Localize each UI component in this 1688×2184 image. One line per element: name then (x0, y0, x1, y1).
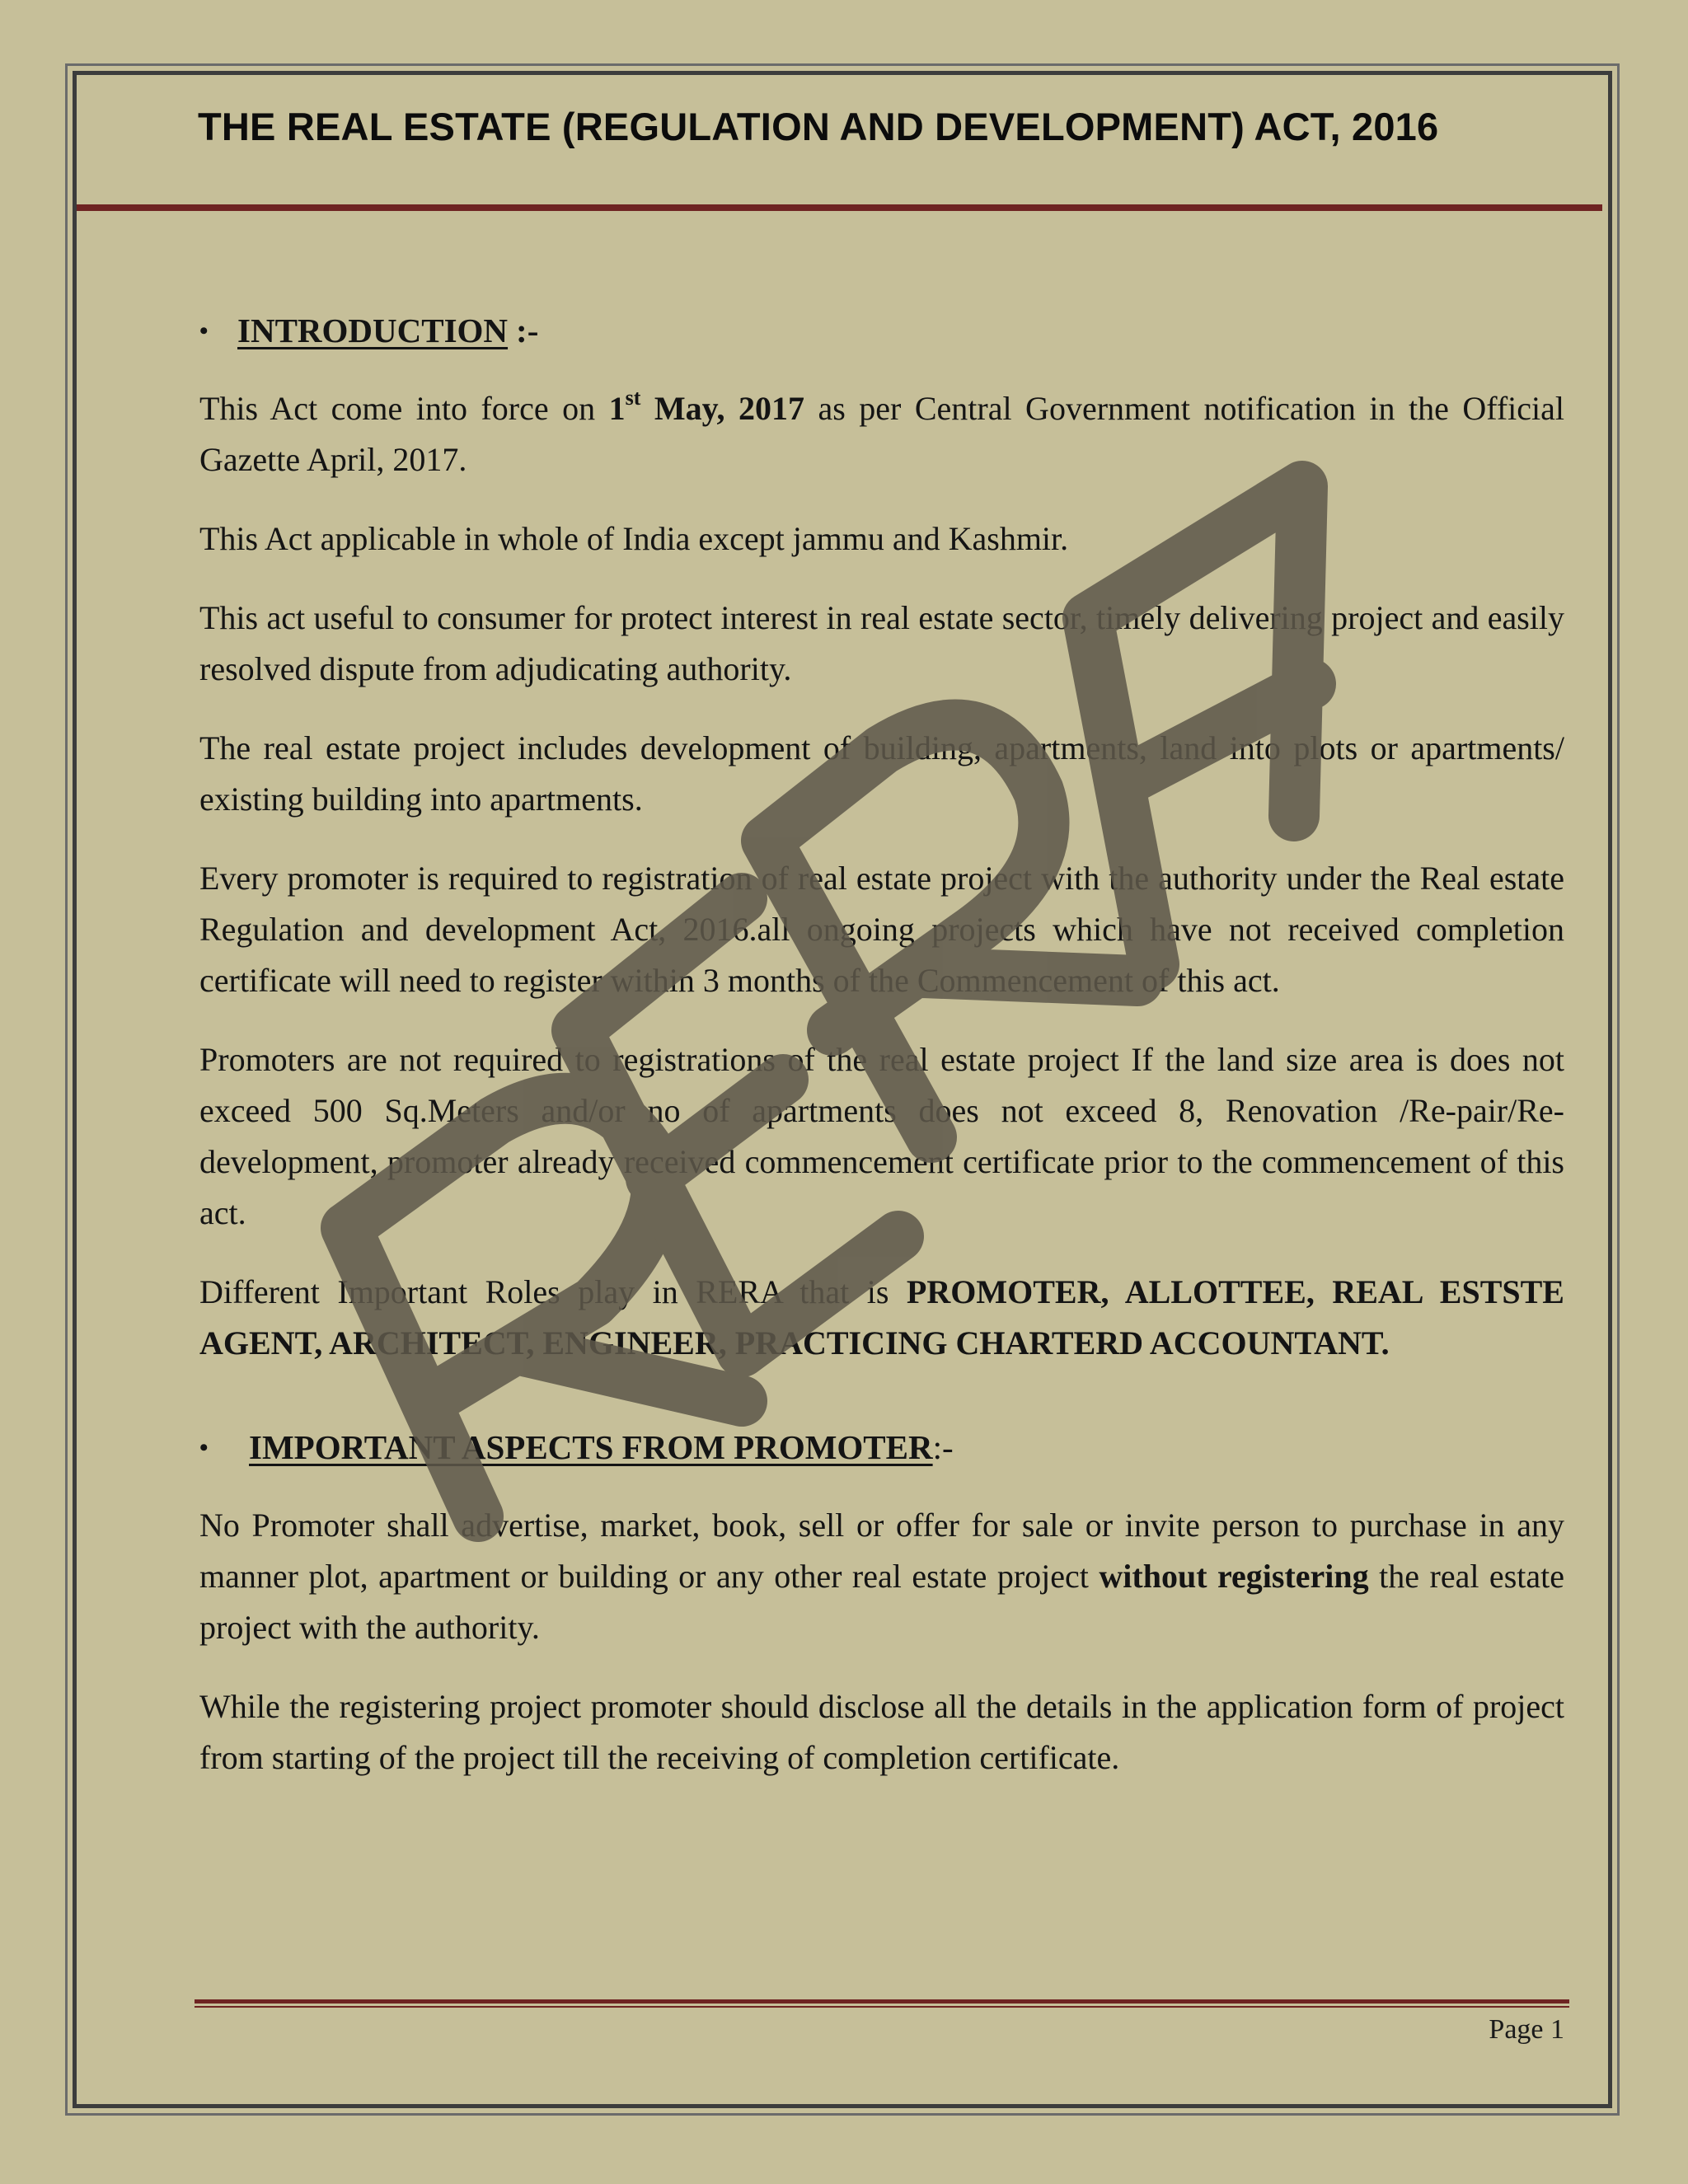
effective-day: 1 (608, 390, 626, 427)
document-body (199, 305, 1564, 1811)
page-number: Page 1 (1489, 2014, 1564, 2045)
footer-divider-thin (195, 2006, 1569, 2008)
emphasis-text: without registering (1099, 1558, 1369, 1595)
effective-date: May, 2017 (640, 390, 804, 427)
header-divider (77, 204, 1602, 211)
section-heading-introduction (199, 305, 1564, 360)
intro-paragraph-5: Every promoter is required to registration of real estate project with the authority under the Real estate Regulation and development Act, 2016.all ongoing projects which have not received completion certificate will need to register within 3 months of the Commencement of this act. (199, 860, 1564, 999)
bullet-icon: • (199, 317, 209, 344)
intro-paragraph-3: This act useful to consumer for protect interest in real estate sector, timely delivering project and easily resolved dispute from adjudicating authority. (199, 599, 1564, 687)
section-heading-aspects (199, 1422, 1564, 1477)
section-heading-suffix: :- (516, 312, 539, 349)
roles-list: PROMOTER, ALLOTTEE, REAL ESTSTE AGENT, ARCHITECT, ENGINEER, PRACTICING CHARTERD ACCOUNTANT. (199, 1273, 1564, 1361)
section-heading-suffix: :- (932, 1428, 954, 1466)
section-heading-text: INTRODUCTION (237, 312, 509, 349)
paragraph-text: the real estate project with the authority. (199, 1558, 1564, 1646)
intro-paragraph-2: This Act applicable in whole of India except jammu and Kashmir. (199, 520, 1069, 557)
section-heading-text: IMPORTANT ASPECTS FROM PROMOTER (249, 1428, 933, 1466)
paragraph-text: as per Central Government notification in the Official Gazette April, 2017. (199, 390, 1565, 478)
paragraph-text: This Act come into force on (199, 390, 609, 427)
paragraph-text: No Promoter shall advertise, market, book, sell or offer for sale or invite person to purchase in any manner plot, apartment or building or any other real estate project (199, 1507, 1564, 1595)
intro-paragraph-7 (199, 1267, 1564, 1369)
bullet-icon: • (199, 1434, 209, 1461)
aspects-paragraph-2: While the registering project promoter should disclose all the details in the application form of project from starting of the project till the receiving of completion certificate. (199, 1688, 1564, 1776)
document-title: THE REAL ESTATE (REGULATION AND DEVELOPMENT) ACT, 2016 (198, 105, 1439, 148)
intro-paragraph-4: The real estate project includes development of building, apartments, land into plots or apartments/ existing building into apartments. (199, 729, 1564, 818)
aspects-paragraph-1 (199, 1500, 1564, 1653)
intro-paragraph-1 (199, 383, 1564, 485)
paragraph-text: Different Important Roles play in RERA that is (199, 1273, 907, 1310)
effective-day-suffix: st (625, 385, 641, 410)
intro-paragraph-6: Promoters are not required to registrations of the real estate project If the land size area is does not exceed 500 Sq.Meters and/or no of apartments does not exceed 8, Renovation /Re-pair/Re-development, promoter already received commencement certificate prior to the commencement of this act. (199, 1041, 1564, 1231)
footer-divider (195, 1999, 1569, 2004)
section-spacer (199, 1397, 1564, 1422)
